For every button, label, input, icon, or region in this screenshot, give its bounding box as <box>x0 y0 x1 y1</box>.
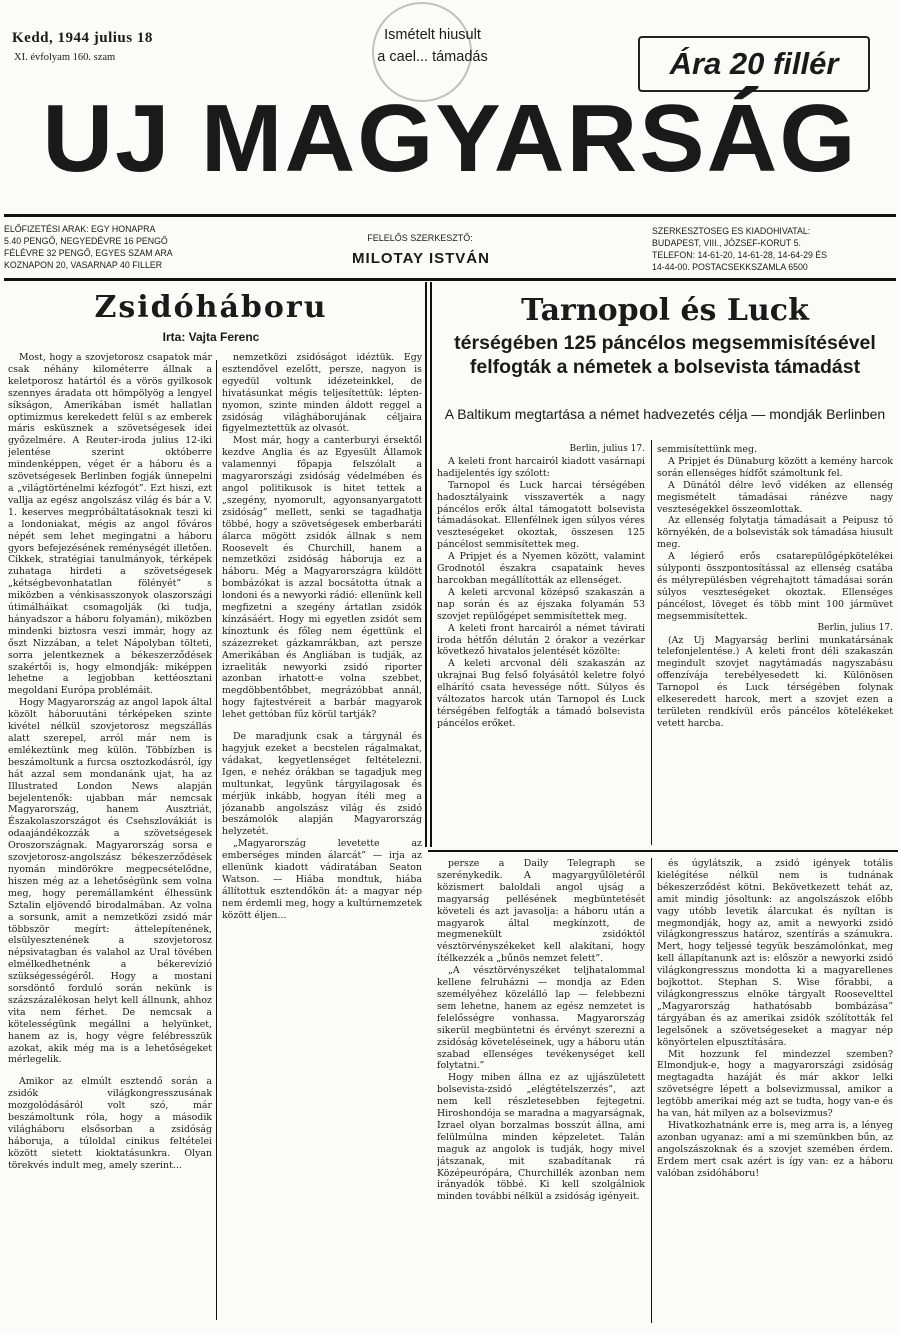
office-line: TELEFON: 14-61-20, 14-61-28, 14-64-29 ÉS <box>652 250 828 260</box>
paragraph: Most már, hogy a canterburyi érsektől kezdve Anglia és az Egyesült Államok valamennyi főpapja felszólalt a magyarországi zsidóság védelmében és angol politikusok is hitet tettek a „szegény, nyomorult, agyonsanyargatott zsidóság” mellett, senki se tagadhatja többé, hogy a szövetségesek emberbaráti álarca mögött zsidók állnak s nem Roosevelt és Churchill, hanem a nemzetközi zsidóság háboruja ez a háboru. Még a Magyarországra küldött bombázókat is azzal bocsátotta útnak a londoni és a newyorki rádió: ellenünk kell megfizetni a szegény ártatlan zsidók kínzásáért. Hogy mi egyetlen zsidót sem kínoztunk és főleg nem égettünk el százezreket gázkamrákban, azt persze Amerikában és Angliában is tudják, az izraeliták newyorki zsidó riporter azonban irhatott-e volna szebbet, megdöbbentőbbet, megrázóbbat annál, hogy fajtestvéreit a barbár magyarok lehet gettóban fűz körül tartják? <box>222 435 422 721</box>
left-article-column-1 <box>8 352 212 1320</box>
price: Ára 20 fillér <box>669 46 839 81</box>
paragraph: A keleti arcvonal középső szakaszán a nap során és az éjszaka folyamán 53 szovjet repülőgépet semmisítettek meg. <box>437 586 645 622</box>
continuation-column-1 <box>437 858 645 1323</box>
paragraph: semmisítettünk meg. <box>657 444 757 455</box>
office-line: 14-44-00. POSTACSEKKSZAMLA 6500 <box>652 262 808 272</box>
paragraph: A Pripjet és a Nyemen között, valamint Grodnotól északra csapataink heves harcokban megállították az ellenséget. <box>437 551 645 586</box>
masthead-rule-bottom <box>4 278 896 281</box>
paragraph: és úgylátszik, a zsidó igények totális kielégítése nélkül nem is tudnának békeszerződést kötni. Bekövetkezett tehát az, amit mindig jósoltunk: az angolszászok előbb vagy utóbb levetik álarcukat és nyíltan is megmondják, hogy az, amit a newyorki zsidó világkongresszus határoz, szentírás a számukra. Mert, hogy teljessé tegyük beszámolónkat, meg kell állapítanunk azt is: először a newyorki zsidó világkongresszus mondotta ki a magyarellenes bojkottot. Stephan S. Wise főrabbi, a világkongresszus elnöke tárgyalt Roosevelttel „Magyarország hathatósabb bombázása” tárgyában és az amerikai zsidók szólították fel legelsőnek a szövetségeseket a magyar nép könyörtelen elpusztítására. <box>657 858 893 1048</box>
right-deck: A Baltikum megtartása a német hadvezetés célja — mondják Berlinben <box>444 406 886 422</box>
dateline: Berlin, julius 17. <box>817 622 893 633</box>
paragraph: Tarnopol és Luck harcai térségében hadosztályaink visszaverték a nagy páncélos erők által támogatott bolsevista támadásokat. Ellenfélnek igen súlyos véres veszteségeket okoztak, összesen 125 páncélost semmisítettek meg. <box>437 479 645 551</box>
paragraph: A Dünától délre levő vidéken az ellenség megismételt támadásai ránézve nagy veszteségekkel összeomlottak. <box>657 479 893 515</box>
column-rule <box>651 440 652 845</box>
subscription-line: 5.40 PENGŐ, NEGYEDÉVRE 16 PENGŐ <box>4 236 168 246</box>
byline: Irta: Vajta Ferenc <box>162 330 260 344</box>
paragraph: De maradjunk csak a tárgynál és hagyjuk ezeket a becstelen rágalmakat, vádakat, kegyetlenséget feltételezni. Igen, e nehéz órákban se tagadjuk meg multunkat, legyünk tárgyilagosak és mérjük inkább, hogyan ítéli meg a józanabb angolszász világ és zsidó beszámolók alapján Magyarország helyzetét. <box>222 731 422 838</box>
continuation-column-2 <box>657 858 893 1323</box>
paragraph: „Magyarország levetette az emberséges minden álarcát” — irja az ellenünk kiadott vádiratában Seaton Watson. — Hiába mondtuk, hiába állítottuk esztendőkön át: a magyar nép nem érdemli meg, hogy a kultúrnemzetek között éljen... <box>222 838 422 921</box>
paragraph: A keleti front harcairól kiadott vasárnapi hadijelentés így szólott: <box>437 455 645 479</box>
paragraph: Mit hozzunk fel mindezzel szemben? Elmondjuk-e, hogy a magyarországi zsidóság megtagadta hazáját és már akkor lelki szövetségre lépett a bolsevizmussal, amikor a legtöbb amerikai még azt se tudta, hogy van-e és ha van, hát milyen az a bolsevizmus? <box>657 1048 893 1120</box>
column-rule <box>216 360 217 1320</box>
stamp-line-1: Ismételt hiusult <box>384 27 481 43</box>
office-line: BUDAPEST, VIII., JÓZSEF-KORUT 5. <box>652 238 801 248</box>
paragraph: Hogy Magyarország az angol lapok által közölt háboruutáni térképeken szinte kivétel nélkül szovjetorosz megszállás alatt szerepel, arról már nem is emlékeztünk meg külön. Többízben is beszámoltunk a furcsa osztozkodásról, így hát azzal sem mondanánk ujat, ha az Illustrated London News alapján bejelentenők: ujabban már nemcsak Magyarország, hanem Ausztriát, Északolaszországot és Csehszlovákiát is odaajándékozzák a szövetségesek Oroszországnak. Magyarország sorsa e szovjetorosz-angolszász békeszerződések nyomán mindörökre megpecsételődne, hiszen még az a lehetőségünk sem volna meg, hogy peremállamként élhessünk Sztalin eljövendő birodalmában. Az volna a sorsunk, amit a nemzetközi zsidó már többször megírt: áttelepítenének, elsülyesztenének a szovjetorosz népsivatagban és valahol az Ural tövében elmélkedhetnénk a békerevízió szükségességéről. Hogy a mostani sorsdöntő forduló során nekünk is százszázalékosan helyt kell állnunk, ahhoz vita nem férhet. De nemcsak a kötelességünk megállni a helyünket, hanem az is, hogy végre felébresszük azokat, akik még ma is a lehetőségeket mérlegelik. <box>8 697 212 1066</box>
subscription-info <box>4 223 244 271</box>
paragraph: persze a Daily Telegraph se szerénykedik. A magyargyűlöletéről közismert baloldali angol ujság a magyarság pellésének megbüntetését követeli és azt javasolja: a háboru után a magyarok által megkínzott, de megmenekült zsidóktól vésztörvényszékeket kell alakítani, hogy ítélkezzék a „bűnös nemzet felett”. <box>437 858 645 965</box>
volume-number: XI. évfolyam 160. szam <box>14 52 116 63</box>
paragraph: Az ellenség folytatja támadásait a Peipusz tó környékén, de a bolsevisták sok támadása hiusult meg. <box>657 515 893 551</box>
right-article-column-2 <box>657 444 893 846</box>
paragraph: nemzetközi zsidóságot idéztük. Egy esztendővel ezelőtt, persze, nagyon is egyedül voltunk idézeteinkkel, de hivatásunkat mégis teljesítettük: lépten-nyomon, szinte minden áldott reggel a zsidóság világháborujának céljaira figyelmeztettük az olvasót. <box>222 352 422 435</box>
paragraph: (Az Uj Magyarság berlini munkatársának telefonjelentése.) A keleti front déli szakaszán megindult szovjet nagytámadás nagyszabásu offenzívája terebélyesedett ki. Különösen Tarnopol és Luck térségében folynak elkeseredett harcok, mert a szovjet ezen a területen rendkívül erős páncélos kötelékeket vetett harcba. <box>657 634 893 729</box>
paragraph: A keleti arcvonal déli szakaszán az ukrajnai Bug felső folyásától keletre folyó elhárító csata hevessége nőtt. Súlyos és változatos harcok után Tarnopol és Luck térségében felfogták a támadó bolsevista páncélos erőket. <box>437 658 645 729</box>
left-headline: Zsidóháboru <box>94 290 328 325</box>
masthead-rule-top <box>4 214 896 217</box>
office-info <box>652 225 896 273</box>
dateline: Berlin, julius 17. <box>569 444 645 454</box>
section-rule <box>428 850 898 852</box>
subscription-line: ELŐFIZETÉSI ARAK: EGY HONAPRA <box>4 224 156 234</box>
paragraph: A keleti front harcairól a német távirati iroda hétfőn délután 2 órakor a vezérkar következő hivatalos jelentését közölte: <box>437 622 645 658</box>
editor-label: FELELŐS SZERKESZTŐ: <box>367 233 473 243</box>
paragraph: A légierő erős csatarepülőgépkötelékei súlyponti összpontosítással az ellenség csatába és mélyrepülésben végrehajtott támadásai során súlyos veszteségeket okoztak. Ellenséges páncélost, löveget és több mint 100 jármüvet megsemmisítettek. <box>657 551 893 622</box>
right-subheadline: térségében 125 páncélos megsemmisítésével felfogták a németek a bolsevista támadást <box>454 332 876 378</box>
paragraph: Amikor az elmúlt esztendő során a zsidók világkongresszusának mozgolódásáról volt szó, már beszámoltunk róla, hogy a második világháboru elsősorban a zsidóság háboruja, a túloldal cinikus feltételei között sietett kioktatásunkra. Olyan törekvés indult meg, amely szerint... <box>8 1076 212 1171</box>
column-rule <box>651 858 652 1323</box>
stamp-line-2: a cael... támadás <box>377 49 488 65</box>
paragraph: Hogy miben állna ez az ujjászületett bolsevista-zsidó „elégtételszerzés”, azt nem kell részletesebben fejtegetni. Hiroshondója se maradna a magyarságnak, Izrael olyan borzalmas bosszút állna, ami felülmúlna minden képzeletet. Talán maguk az angolok is tudják, hogy mivel játszanak, mit szabadítanak rá Középeurópára, Churchillék azonban nem irányadók többé. Ki kell szolgálniok minden további nélkül a zsidóság igényeit. <box>437 1072 645 1203</box>
stamp-caption <box>340 24 525 68</box>
subscription-line: FÉLÉVRE 32 PENGŐ, EGYES SZAM ARA <box>4 248 173 258</box>
editor-name: MILOTAY ISTVÁN <box>352 250 490 267</box>
paragraph: A Pripjet és Dünaburg között a kemény harcok során ellenséges hídfőt számoltunk fel. <box>657 455 893 479</box>
issue-date: Kedd, 1944 julius 18 <box>12 30 153 46</box>
paragraph: Most, hogy a szovjetorosz csapatok már csak néhány kilométerre állnak a keletporosz határtól és a vörös gyilkosok szennyes áradata ott hömpölyög a lengyel síkságon, Amerikában ismét hallatlan optimizmus kerekedett felül s az emberek máris esküsznek a szövetségesek idei győzelmére. A Reuter-iroda julius 12-iki jelentése szerint októberre mindenképpen, véget ér a háboru és a szövetségesek Berlinben fogják ünnepelni a „világtörténelmi kézfogót”. Ezt hiszi, ezt vallja az egész angolszász világ és bár a V. 1. keserves megpróbáltatásoknak teszi ki a londoniakat, mégis az angol főváros népét sem lehet megingatni a háboru gyors befejezésének reménységét illetően. Cikkek, stratégiai tanulmányok, térképek zuhataga hirdeti a szövetségesek „kétségbevonhatatlan fölényét” s miközben a vénkisasszonyok olaszországi útimálháikat csomagolják (ki tudja, hányadszor a háboru folyamán), miközben mindenki biztosra veszi immár, hogy az őszt Nizzában, a telet Nápolyban tölteti, sorra jelentkeznek a békeszerződések szakértői is, hogy elmondják: miképpen lehetne a legjobban kettéosztani megoldani Európa problémáit. <box>8 352 212 697</box>
newspaper-title: UJ MAGYARSÁG <box>42 85 858 192</box>
office-line: SZERKESZTOSEG ES KIADOHIVATAL: <box>652 226 811 236</box>
right-headline: Tarnopol és Luck <box>521 293 809 328</box>
subscription-line: KOZNAPON 20, VASARNAP 40 FILLER <box>4 260 163 270</box>
paragraph: „A vésztörvényszéket teljhatalommal kellene felruházni — mondja az Eden személyéhez közelálló lap — felebbezni sem lehetne, hanem az egész nemzetet is felelősségre vonhassa. Magyarország sikerül megbüntetni és érvényt szerezni a zsidóság követeléseinek, ugy a háboru után szabad ellenséges tevékenységet kell folytatni.” <box>437 965 645 1072</box>
column-rule <box>425 282 427 847</box>
paragraph: Hivatkozhatnánk erre is, meg arra is, a lényeg azonban ugyanaz: ami a mi szemünkben bűn, az angolszászoknak és a szovjet szemében érdem. Erdem mert csak azért is így van: ez a háboru valóban zsidóháboru! <box>657 1119 893 1179</box>
right-article-column-1 <box>437 444 645 846</box>
left-article-column-2 <box>222 352 422 1320</box>
